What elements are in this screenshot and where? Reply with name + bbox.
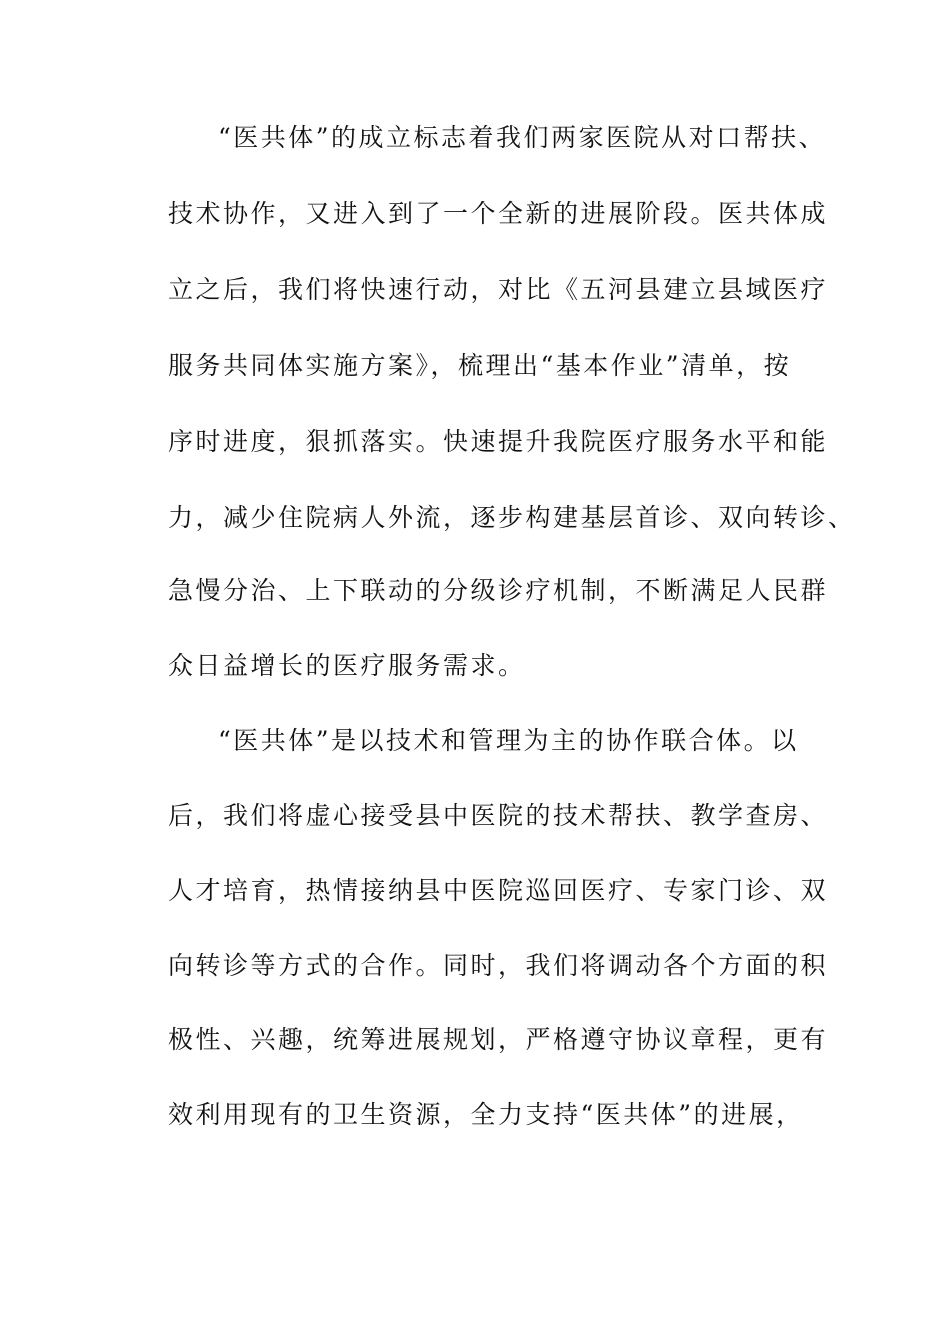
text-line: “医共体”的成立标志着我们两家医院从对口帮扶、 xyxy=(218,123,827,152)
text-line: 技术协作，又进入到了一个全新的进展阶段。医共体成 xyxy=(168,199,829,228)
text-line: 众日益增长的医疗服务需求。 xyxy=(168,651,526,680)
text-line: 极性、兴趣，统筹进展规划，严格遵守协议章程，更有 xyxy=(168,1025,829,1054)
text-line: 力，减少住院病人外流，逐步构建基层首诊、双向转诊、 xyxy=(168,503,856,532)
text-line: 后，我们将虚心接受县中医院的技术帮扶、教学查房、 xyxy=(168,801,829,830)
text-line: 急慢分治、上下联动的分级诊疗机制，不断满足人民群 xyxy=(168,576,829,605)
text-line: 效利用现有的卫生资源，全力支持“医共体”的进展， xyxy=(168,1100,804,1129)
text-line: 立之后，我们将快速行动，对比《五河县建立县域医疗 xyxy=(168,275,829,304)
text-line: 序时进度，狠抓落实。快速提升我院医疗服务水平和能 xyxy=(168,427,829,456)
text-line: 向转诊等方式的合作。同时，我们将调动各个方面的积 xyxy=(168,951,829,980)
text-line: 服务共同体实施方案》，梳理出“基本作业”清单，按 xyxy=(168,351,792,380)
text-line: “医共体”是以技术和管理为主的协作联合体。以 xyxy=(218,726,799,755)
text-line: 人才培育，热情接纳县中医院巡回医疗、专家门诊、双 xyxy=(168,876,829,905)
